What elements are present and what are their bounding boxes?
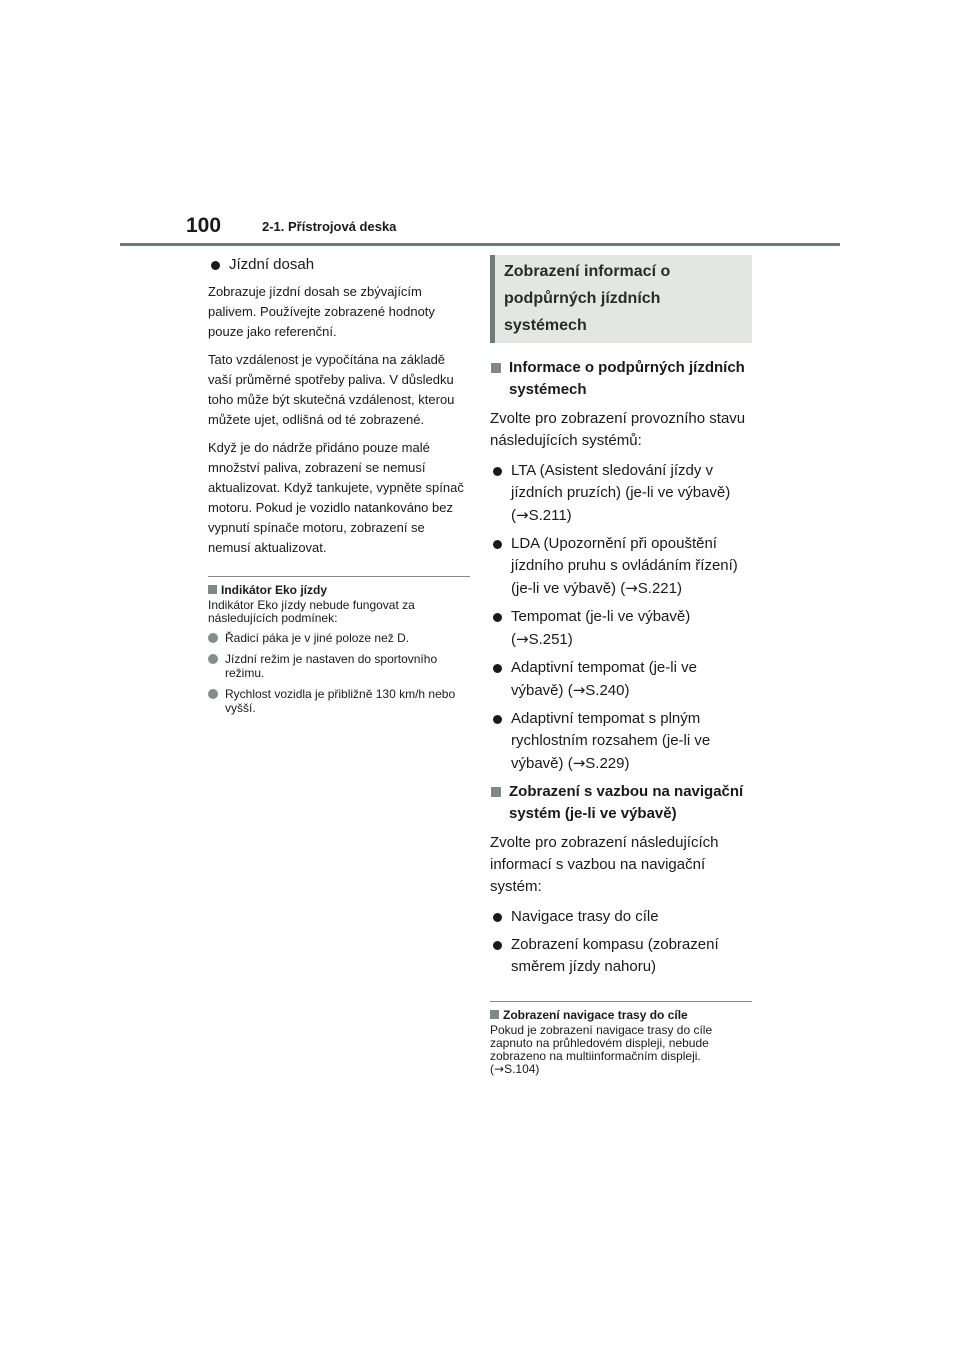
note-heading: Zobrazení navigace trasy do cíle <box>490 1007 752 1023</box>
note-text: Pokud je zobrazení navigace trasy do cíle zapnuto na průhledovém displeji, nebude zobrazeno na multiinformačním displeji. (→S.104) <box>490 1023 713 1076</box>
bullet-dot-icon <box>493 467 502 476</box>
list-item: LDA (Upozornění při opouštění jízdního pruhu s ovládáním řízení) (je-li ve výbavě) (→S.221) <box>490 533 752 600</box>
note-intro: Indikátor Eko jízdy nebude fungovat za následujících podmínek: <box>208 598 415 625</box>
page-ref-arrow-icon: → <box>494 1062 505 1076</box>
page-ref[interactable]: S.104 <box>504 1062 536 1076</box>
square-bullet-icon <box>491 787 501 797</box>
note-list-item: Rychlost vozidla je přibližně 130 km/h nebo vyšší. <box>208 687 470 715</box>
page-ref[interactable]: S.251 <box>528 631 568 648</box>
paragraph: Zobrazuje jízdní dosah se zbývajícím palivem. Používejte zobrazené hodnoty pouze jako referenční. <box>208 284 435 339</box>
section-title: Zobrazení informací o podpůrných jízdních systémech <box>490 255 752 343</box>
list-item: Navigace trasy do cíle <box>490 906 752 928</box>
list-item: Adaptivní tempomat s plným rychlostním rozsahem (je-li ve výbavě) (→S.229) <box>490 708 752 775</box>
right-column <box>490 254 752 1082</box>
bullet-dot-icon <box>493 941 502 950</box>
page-ref[interactable]: S.211 <box>528 507 567 524</box>
paragraph: Když je do nádrže přidáno pouze malé množství paliva, zobrazení se nemusí aktualizovat. Když tankujete, vypněte spínač motoru. Pokud je vozidlo natankováno bez vypnutí spínače motoru, zobrazení se nemusí aktualizovat. <box>208 440 464 555</box>
note-separator <box>208 576 470 577</box>
subsection-intro: Zvolte pro zobrazení provozního stavu následujících systémů: <box>490 410 746 449</box>
note-separator <box>490 1001 752 1002</box>
page-ref-arrow-icon: → <box>572 754 586 772</box>
subsection-heading: Informace o podpůrných jízdních systémech <box>490 357 752 401</box>
list-item: LTA (Asistent sledování jízdy v jízdních pruzích) (je-li ve výbavě) (→S.211) <box>490 460 752 527</box>
page-ref[interactable]: S.229 <box>585 755 625 772</box>
bullet-dot-icon <box>493 613 502 622</box>
page-number: 100 <box>186 214 222 237</box>
page-ref-arrow-icon: → <box>516 506 529 524</box>
bullet-title: Jízdní dosah <box>229 256 315 273</box>
header-rule <box>120 243 840 246</box>
page-ref[interactable]: S.221 <box>637 580 677 597</box>
square-bullet-icon <box>208 585 217 594</box>
list-item: Tempomat (je-li ve výbavě) (→S.251) <box>490 606 752 651</box>
page-ref-arrow-icon: → <box>572 681 586 699</box>
paragraph: Tato vzdálenost je vypočítána na základě vaší průměrné spotřeby paliva. V důsledku toho může být skutečná vzdálenost, kterou můžete ujet, odlišná od té zobrazené. <box>208 352 455 427</box>
square-bullet-icon <box>490 1010 499 1019</box>
round-bullet-icon <box>208 633 218 643</box>
note-heading: Indikátor Eko jízdy <box>208 582 470 598</box>
round-bullet-icon <box>208 689 218 699</box>
bullet-item <box>208 254 470 276</box>
bullet-dot-icon <box>493 664 502 673</box>
list-item: Adaptivní tempomat (je-li ve výbavě) (→S.240) <box>490 657 752 702</box>
running-head: 2-1. Přístrojová deska <box>262 219 397 234</box>
page-ref-arrow-icon: → <box>625 579 638 597</box>
page-ref[interactable]: S.240 <box>585 682 625 699</box>
bullet-dot-icon <box>493 540 502 549</box>
square-bullet-icon <box>491 363 501 373</box>
subsection-heading: Zobrazení s vazbou na navigační systém (je-li ve výbavě) <box>490 781 752 825</box>
page-ref-arrow-icon: → <box>516 630 529 648</box>
bullet-dot-icon <box>493 913 502 922</box>
note-list-item: Řadicí páka je v jiné poloze než D. <box>208 631 470 645</box>
left-column <box>208 254 470 722</box>
subsection-intro: Zvolte pro zobrazení následujících informací s vazbou na navigační systém: <box>490 834 719 895</box>
round-bullet-icon <box>208 654 218 664</box>
bullet-dot-icon <box>211 261 220 270</box>
list-item: Zobrazení kompasu (zobrazení směrem jízdy nahoru) <box>490 934 752 978</box>
note-list-item: Jízdní režim je nastaven do sportovního režimu. <box>208 652 470 680</box>
bullet-dot-icon <box>493 715 502 724</box>
